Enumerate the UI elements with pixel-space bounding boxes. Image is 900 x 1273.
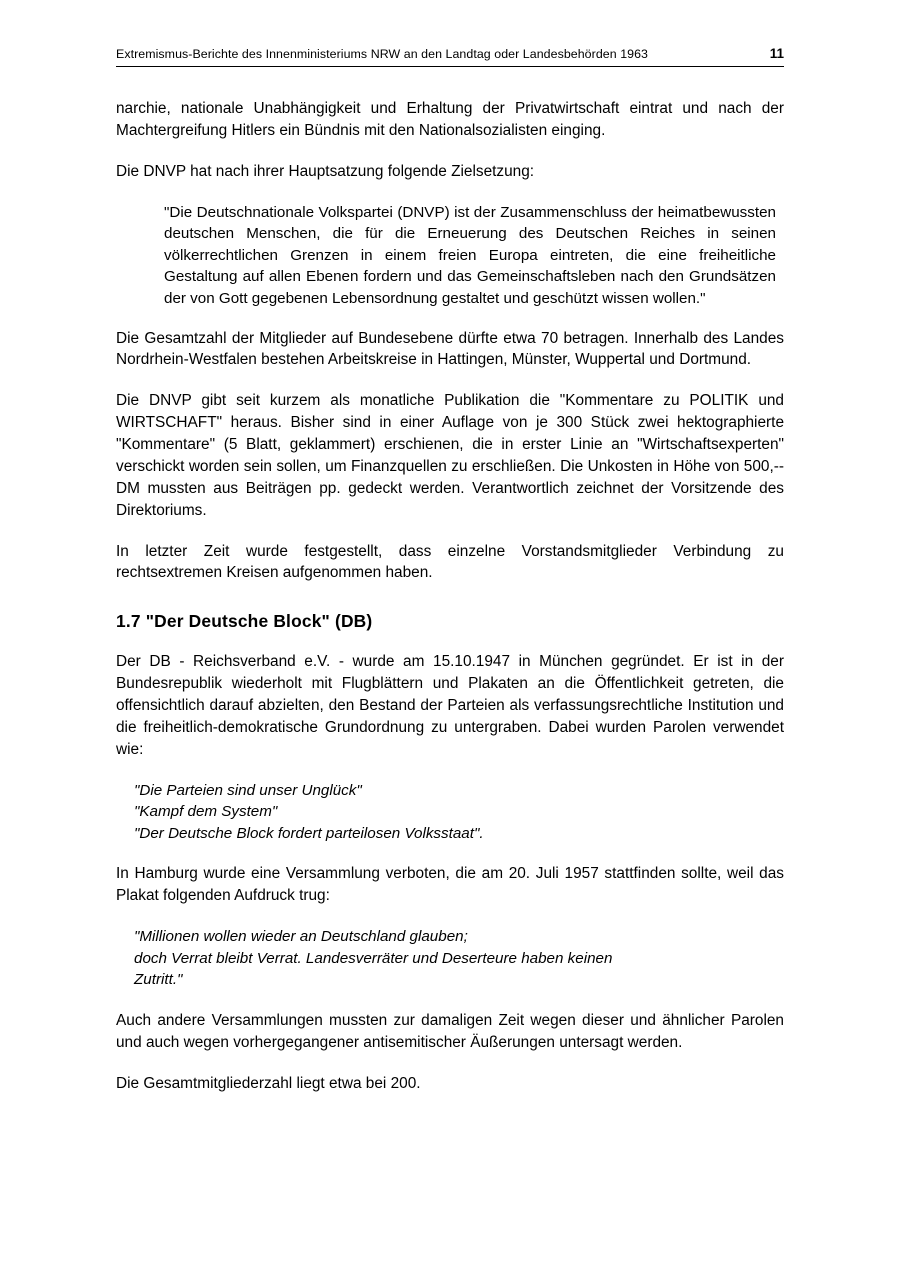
page-content bbox=[116, 46, 784, 1113]
section-heading-1-7: 1.7 "Der Deutsche Block" (DB) bbox=[116, 611, 373, 632]
blockquote-dnvp-statute: "Die Deutschnationale Volkspartei (DNVP) ist der Zusammenschluss der heimatbewussten deutschen Menschen, die für die Erneuerung des Deutschen Reiches in seinen völkerrechtlichen Grenzen in einem freien Europa eintreten, die eine freiheitliche Gestaltung auf allen Ebenen fordern und das Gemeinschaftsleben nach den Grundsätzen der von Gott gegebenen Lebensordnung gestaltet und geschützt wissen wollen." bbox=[164, 203, 776, 307]
paragraph-7: In Hamburg wurde eine Versammlung verboten, die am 20. Juli 1957 stattfinden sollte, weil das Plakat folgenden Aufdruck trug: bbox=[116, 865, 784, 905]
paragraph-1: narchie, nationale Unabhängigkeit und Erhaltung der Privatwirtschaft eintrat und nach der Machtergreifung Hitlers ein Bündnis mit den Nationalsozialisten einging. bbox=[116, 100, 784, 139]
paragraph-9: Die Gesamtmitgliederzahl liegt etwa bei 200. bbox=[116, 1074, 421, 1092]
paragraph-4: Die DNVP gibt seit kurzem als monatliche Publikation die "Kommentare zu POLITIK und WIRTSCHAFT" heraus. Bisher sind in einer Auflage von je 300 Stück zwei hektographierte "Kommentare" (5 Blatt, geklammert) erschienen, die in erster Linie an "Wirtschaftsexperten" verschickt worden sein sollen, um Finanzquellen zu erschließen. Die Unkosten in Höhe von 500,-- DM mussten aus Beiträgen pp. gedeckt werden. Verantwortlich zeichnet der Vorsitzende des Direktoriums. bbox=[116, 392, 784, 519]
slogan-list bbox=[116, 780, 784, 845]
slogan-line-2: "Kampf dem System" bbox=[134, 803, 278, 821]
paragraph-8: Auch andere Versammlungen mussten zur damaligen Zeit wegen dieser und ähnlicher Parolen und auch wegen vorhergegangener antisemitischer Äußerungen untersagt werden. bbox=[116, 1011, 784, 1051]
slogan-line-1: "Die Parteien sind unser Unglück" bbox=[134, 781, 362, 799]
paragraph-3: Die Gesamtzahl der Mitglieder auf Bundesebene dürfte etwa 70 betragen. Innerhalb des Landes Nordrhein-Westfalen bestehen Arbeitskreise in Hattingen, Münster, Wuppertal und Dortmund. bbox=[116, 329, 784, 369]
running-header bbox=[116, 46, 784, 67]
poster-line-1: "Millionen wollen wieder an Deutschland glauben; bbox=[134, 928, 468, 946]
header-title: Extremismus-Berichte des Innenministeriums NRW an den Landtag oder Landesbehörden 1963 bbox=[116, 47, 649, 61]
poster-quote bbox=[116, 926, 784, 991]
paragraph-2: Die DNVP hat nach ihrer Hauptsatzung folgende Zielsetzung: bbox=[116, 162, 535, 180]
paragraph-5: In letzter Zeit wurde festgestellt, dass einzelne Vorstandsmitglieder Verbindung zu rechtsextremen Kreisen aufgenommen haben. bbox=[116, 542, 784, 582]
page-number: 11 bbox=[769, 46, 784, 61]
poster-line-2: doch Verrat bleibt Verrat. Landesverräter und Deserteure haben keinen bbox=[134, 949, 613, 967]
poster-line-3: Zutritt." bbox=[134, 971, 183, 989]
slogan-line-3: "Der Deutsche Block fordert parteilosen Volksstaat". bbox=[134, 824, 484, 842]
paragraph-6: Der DB - Reichsverband e.V. - wurde am 15.10.1947 in München gegründet. Er ist in der Bundesrepublik wiederholt mit Flugblättern und Plakaten an die Öffentlichkeit getreten, die offensichtlich darauf abzielten, den Bestand der Parteien als verfassungsrechtliche Institution und die freiheitlich-demokratische Grundordnung zu untergraben. Dabei wurden Parolen verwendet wie: bbox=[116, 653, 784, 758]
